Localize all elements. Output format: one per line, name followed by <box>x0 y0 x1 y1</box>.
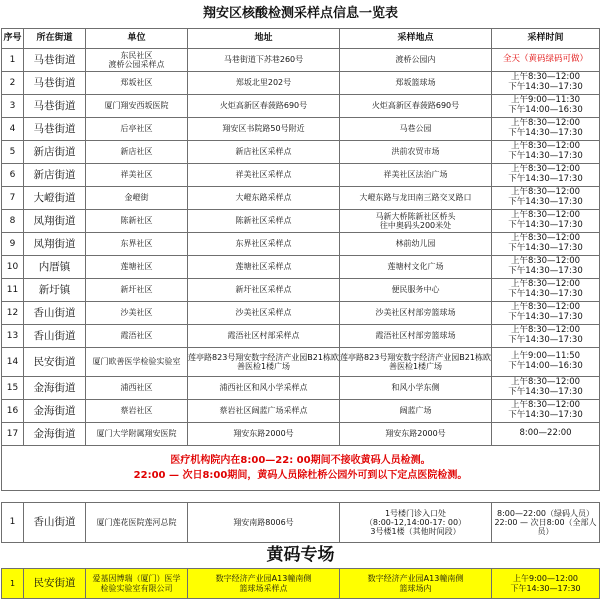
row-no: 2 <box>2 72 24 95</box>
row-address: 祥美社区采样点 <box>188 164 340 187</box>
yellow-site: 数字经济产业园A13幢南侧 篮球场内 <box>340 569 492 599</box>
row-street: 金海街道 <box>24 377 86 400</box>
page-title: 翔安区核酸检测采样点信息一览表 <box>203 5 399 21</box>
row-no: 14 <box>2 348 24 377</box>
row-address: 莲亭路823号翔安数字经济产业园B21栋欧善医检1楼广场 <box>188 348 340 377</box>
row-unit: 浦西社区 <box>86 377 188 400</box>
row-site: 霞浯社区村部旁篮球场 <box>340 325 492 348</box>
row-street: 马巷街道 <box>24 49 86 72</box>
row-time: 上午8:30—12:00 下午14:30—17:30 <box>492 72 600 95</box>
row-time: 上午8:30—12:00 下午14:30—17:30 <box>492 400 600 423</box>
table-row <box>2 325 600 348</box>
row-street: 新店街道 <box>24 141 86 164</box>
row-address: 沙美社区采样点 <box>188 302 340 325</box>
row-no: 13 <box>2 325 24 348</box>
row-address: 郑坂北里202号 <box>188 72 340 95</box>
header-row <box>2 29 600 49</box>
row-site: 便民服务中心 <box>340 279 492 302</box>
row-unit: 蔡岩社区 <box>86 400 188 423</box>
row-unit: 祥美社区 <box>86 164 188 187</box>
row-time: 上午8:30—12:00 下午14:30—17:30 <box>492 187 600 210</box>
row-no: 10 <box>2 256 24 279</box>
table-row <box>2 187 600 210</box>
row-unit: 郑坂社区 <box>86 72 188 95</box>
row-no: 5 <box>2 141 24 164</box>
row-address: 陈新社区采样点 <box>188 210 340 233</box>
row-unit: 东界社区 <box>86 233 188 256</box>
row-site: 马巷公园 <box>340 118 492 141</box>
hospital-street: 香山街道 <box>24 503 86 543</box>
hospital-time: 8:00—22:00（绿码人员） 22:00 — 次日8:00（全部人员） <box>492 503 600 543</box>
yellow-street: 民安街道 <box>24 569 86 599</box>
header-address: 地址 <box>188 29 340 49</box>
hospital-row <box>2 503 600 543</box>
yellow-no: 1 <box>2 569 24 599</box>
row-time: 上午8:30—12:00 下午14:30—17:30 <box>492 325 600 348</box>
yellow-unit: 爱基因博瑞（厦门）医学 检验实验室有限公司 <box>86 569 188 599</box>
row-site: 翔安东路2000号 <box>340 423 492 446</box>
yellow-row <box>2 569 600 599</box>
row-site: 马新大桥陈新社区桥头 往中奥码头200米处 <box>340 210 492 233</box>
row-street: 香山街道 <box>24 302 86 325</box>
row-street: 金海街道 <box>24 423 86 446</box>
row-address: 蔡岩社区阔蓝广场采样点 <box>188 400 340 423</box>
header-site: 采样地点 <box>340 29 492 49</box>
row-no: 16 <box>2 400 24 423</box>
row-time: 上午8:30—12:00 下午14:30—17:30 <box>492 377 600 400</box>
row-site: 大嶝东路与龙田南三路交叉路口 <box>340 187 492 210</box>
row-unit: 东民社区 渡桥公园采样点 <box>86 49 188 72</box>
row-time: 上午8:30—12:00 下午14:30—17:30 <box>492 256 600 279</box>
row-street: 金海街道 <box>24 400 86 423</box>
header-no: 序号 <box>2 29 24 49</box>
row-unit: 霞浯社区 <box>86 325 188 348</box>
hospital-site: 1号楼门诊入口处 （8:00-12,14:00-17: 00） 3号楼1楼（其他时间段） <box>340 503 492 543</box>
row-address: 新圩社区采样点 <box>188 279 340 302</box>
row-no: 8 <box>2 210 24 233</box>
yellow-time: 上午9:00—12:00 下午14:30—17:30 <box>492 569 600 599</box>
row-time: 上午8:30—12:00 下午14:30—17:30 <box>492 233 600 256</box>
row-time: 上午8:30—12:00 下午14:30—17:30 <box>492 141 600 164</box>
row-time: 上午9:00—11:50 下午14:00—16:30 <box>492 348 600 377</box>
row-unit: 沙美社区 <box>86 302 188 325</box>
hospital-no: 1 <box>2 503 24 543</box>
row-street: 凤翔街道 <box>24 233 86 256</box>
row-street: 马巷街道 <box>24 72 86 95</box>
table-row <box>2 256 600 279</box>
row-street: 马巷街道 <box>24 118 86 141</box>
notice-line-2: 22:00 — 次日8:00期间，黄码人员除杜桥公园外可到以下定点医院检测。 <box>133 470 468 481</box>
row-no: 3 <box>2 95 24 118</box>
row-street: 大嶝街道 <box>24 187 86 210</box>
yellow-section-title: 黄码专场 <box>266 544 335 565</box>
row-no: 9 <box>2 233 24 256</box>
table-row <box>2 348 600 377</box>
table-row <box>2 72 600 95</box>
row-no: 1 <box>2 49 24 72</box>
row-time: 上午8:30—12:00 下午14:30—17:30 <box>492 210 600 233</box>
row-time: 上午8:30—12:00 下午14:30—17:30 <box>492 279 600 302</box>
row-no: 11 <box>2 279 24 302</box>
row-unit: 陈新社区 <box>86 210 188 233</box>
row-site: 莲塘村文化广场 <box>340 256 492 279</box>
table-row <box>2 49 600 72</box>
row-unit: 厦门欧善医学检验实验室 <box>86 348 188 377</box>
header-unit: 单位 <box>86 29 188 49</box>
hospital-unit: 厦门莲花医院莲河总院 <box>86 503 188 543</box>
row-site: 郑坂篮球场 <box>340 72 492 95</box>
row-site: 和风小学东侧 <box>340 377 492 400</box>
row-no: 12 <box>2 302 24 325</box>
row-address: 莲塘社区采样点 <box>188 256 340 279</box>
row-street: 香山街道 <box>24 325 86 348</box>
row-site: 阔蓝广场 <box>340 400 492 423</box>
row-address: 新店社区采样点 <box>188 141 340 164</box>
row-street: 新店街道 <box>24 164 86 187</box>
row-no: 4 <box>2 118 24 141</box>
row-no: 17 <box>2 423 24 446</box>
row-site: 火炬高新区春菠路690号 <box>340 95 492 118</box>
row-site: 沙美社区村部旁篮球场 <box>340 302 492 325</box>
table-row <box>2 118 600 141</box>
row-time: 上午8:30—12:00 下午14:30—17:30 <box>492 164 600 187</box>
row-time: 8:00—22:00 <box>492 423 600 446</box>
row-unit: 厦门翔安西坂医院 <box>86 95 188 118</box>
spacer-row <box>2 491 600 503</box>
row-street: 马巷街道 <box>24 95 86 118</box>
row-unit: 新圩社区 <box>86 279 188 302</box>
header-time: 采样时间 <box>492 29 600 49</box>
table-row <box>2 400 600 423</box>
row-address: 马巷街道下苏巷260号 <box>188 49 340 72</box>
notice-row <box>2 446 600 491</box>
row-address: 霞浯社区村部采样点 <box>188 325 340 348</box>
table-row <box>2 233 600 256</box>
row-street: 民安街道 <box>24 348 86 377</box>
table-row <box>2 95 600 118</box>
row-unit: 莲塘社区 <box>86 256 188 279</box>
row-no: 7 <box>2 187 24 210</box>
row-site: 祥美社区法治广场 <box>340 164 492 187</box>
row-site: 洪前农贸市场 <box>340 141 492 164</box>
row-site: 林前幼儿园 <box>340 233 492 256</box>
row-address: 翔安区书院路50号附近 <box>188 118 340 141</box>
row-time: 全天（黄码绿码可做） <box>492 49 600 72</box>
row-site: 莲亭路823号翔安数字经济产业园B21栋欧善医检1楼广场 <box>340 348 492 377</box>
row-no: 15 <box>2 377 24 400</box>
row-street: 凤翔街道 <box>24 210 86 233</box>
table-row <box>2 164 600 187</box>
row-unit: 金嶝街 <box>86 187 188 210</box>
row-site: 渡桥公园内 <box>340 49 492 72</box>
row-time: 上午8:30—12:00 下午14:30—17:30 <box>492 118 600 141</box>
row-street: 新圩镇 <box>24 279 86 302</box>
sampling-sites-table <box>1 0 600 599</box>
row-no: 6 <box>2 164 24 187</box>
row-time: 上午9:00—11:30 下午14:00—16:30 <box>492 95 600 118</box>
table-row <box>2 423 600 446</box>
row-address: 大嶝东路采样点 <box>188 187 340 210</box>
notice-text <box>2 446 600 491</box>
row-unit: 后亭社区 <box>86 118 188 141</box>
row-address: 浦西社区和风小学采样点 <box>188 377 340 400</box>
hospital-address: 翔安南路8006号 <box>188 503 340 543</box>
row-address: 火炬高新区春菠路690号 <box>188 95 340 118</box>
table-row <box>2 279 600 302</box>
row-unit: 新店社区 <box>86 141 188 164</box>
table-row <box>2 377 600 400</box>
table-row <box>2 141 600 164</box>
row-street: 内厝镇 <box>24 256 86 279</box>
row-unit: 厦门大学附属翔安医院 <box>86 423 188 446</box>
row-time: 上午8:30—12:00 下午14:30—17:30 <box>492 302 600 325</box>
table-row <box>2 302 600 325</box>
table-row <box>2 210 600 233</box>
notice-line-1: 医疗机构院内在8:00—22: 00期间不接收黄码人员检测。 <box>170 455 431 466</box>
row-address: 东界社区采样点 <box>188 233 340 256</box>
row-address: 翔安东路2000号 <box>188 423 340 446</box>
yellow-address: 数字经济产业园A13幢南侧 篮球场采样点 <box>188 569 340 599</box>
header-street: 所在街道 <box>24 29 86 49</box>
